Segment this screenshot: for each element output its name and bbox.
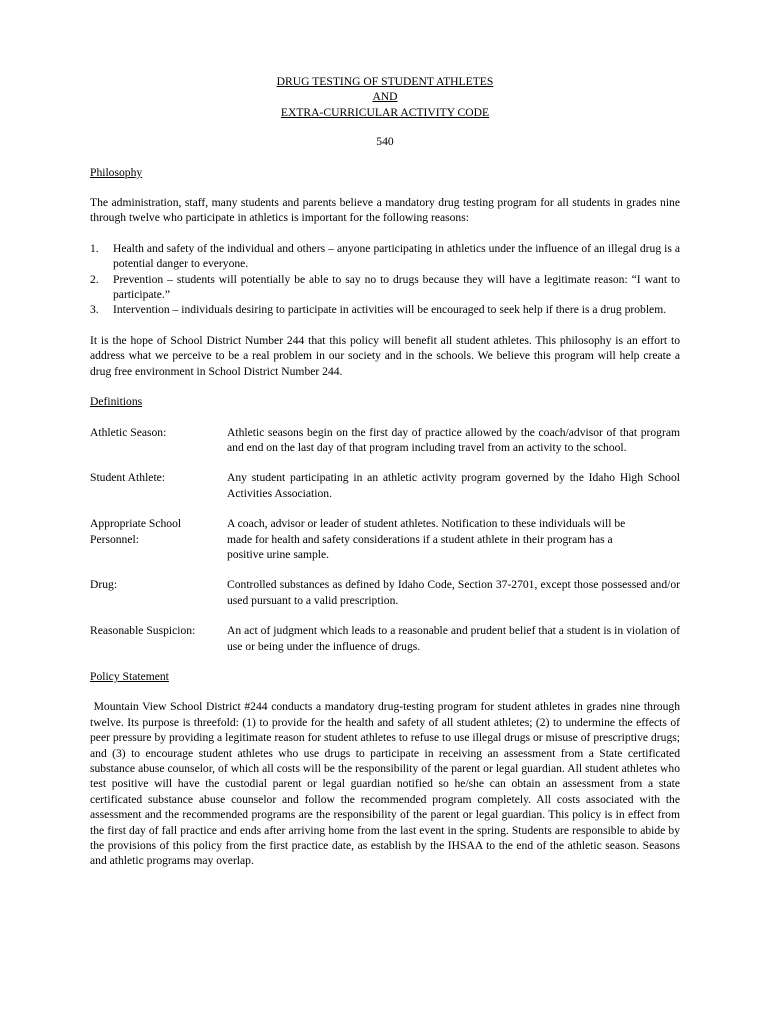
list-item — [90, 302, 680, 317]
reasons-list — [90, 241, 680, 318]
definition-term: Reasonable Suspicion: — [90, 624, 196, 638]
definition-text: A coach, advisor or leader of student athletes. Notification to these individuals will be made for health and safety considerations if a student athlete in their program has a positive urine sample. — [227, 517, 626, 561]
definition-term: Student Athlete: — [90, 471, 166, 485]
list-number: 1. — [90, 241, 99, 255]
list-item-text: Health and safety of the individual and others – anyone participating in athletics under the influence of an illegal drug is a potential danger to everyone. — [113, 241, 680, 271]
document-title — [90, 74, 680, 120]
philosophy-heading: Philosophy — [90, 165, 143, 179]
definition-text: Controlled substances as defined by Idaho Code, Section 37-2701, except those possessed and/or used pursuant to a valid prescription. — [227, 578, 680, 607]
definition-text: Athletic seasons begin on the first day of practice allowed by the coach/advisor of that program and end on the last day of that program including travel from an activity to the school. — [227, 425, 680, 454]
document-page — [90, 74, 683, 869]
policy-heading: Policy Statement — [90, 669, 169, 683]
policy-body: Mountain View School District #244 conducts a mandatory drug-testing program for student athletes in grades nine through twelve. Its purpose is threefold: (1) to provide for the health and safety of all student athletes; (2) to undermine the effects of peer pressure by providing a legitimate reason for student athletes to refuse to use illegal drugs or misuse of prescriptive drugs; and (3) to encourage student athletes who use drugs to participate in receiving an assessment from a State certificated substance abuse counselor, of which all costs will be the responsibility of the parent or legal guardian. All student athletes who test positive will have the custodial parent or legal guardian notified so he/she can obtain an assessment from a state certificated substance abuse counselor and follow the recommended program completely. All costs associated with the assessment and the recommended programs are the responsibility of the parent or legal guardian. This policy is in effect from the first day of fall practice and ends after arriving home from the last event in the spring. Students are responsible to abide by the provisions of this policy from the first practice date, as establish by the IHSAA to the end of the athletic season. Seasons and athletic programs may overlap. — [90, 700, 683, 868]
philosophy-closing: It is the hope of School District Number 244 that this policy will benefit all student athletes. This philosophy is an effort to address what we perceive to be a real problem in our society and in the schools. We believe this program will help create a drug free environment in School District Number 244. — [90, 333, 680, 378]
definition-text: Any student participating in an athletic activity program governed by the Idaho High School Activities Association. — [227, 471, 680, 500]
definition-row — [90, 577, 680, 608]
definitions-heading: Definitions — [90, 395, 143, 409]
definition-row — [90, 470, 680, 501]
list-item-text: Prevention – students will potentially be able to say no to drugs because they will have a legitimate reason: “I want to participate.” — [113, 272, 680, 302]
definition-term: Appropriate School Personnel: — [90, 517, 182, 546]
title-line-2: AND — [372, 90, 398, 104]
definition-row — [90, 516, 680, 562]
definition-row — [90, 623, 680, 654]
definition-row — [90, 425, 680, 456]
philosophy-intro: The administration, staff, many students and parents believe a mandatory drug testing program for all students in grades nine through twelve who participate in athletics is important for the following reasons: — [90, 196, 680, 225]
list-number: 3. — [90, 303, 99, 317]
list-item — [90, 241, 680, 272]
title-line-1: DRUG TESTING OF STUDENT ATHLETES — [276, 75, 494, 88]
definition-term: Athletic Season: — [90, 425, 167, 439]
list-item — [90, 272, 680, 303]
policy-code: 540 — [376, 135, 394, 149]
title-line-3: EXTRA-CURRICULAR ACTIVITY CODE — [280, 105, 490, 119]
definition-term: Drug: — [90, 578, 118, 592]
list-item-text: Intervention – individuals desiring to participate in activities will be encouraged to seek help if there is a drug problem. — [113, 303, 667, 317]
list-number: 2. — [90, 272, 99, 286]
definition-text: An act of judgment which leads to a reasonable and prudent belief that a student is in violation of use or being under the influence of drugs. — [227, 624, 680, 653]
